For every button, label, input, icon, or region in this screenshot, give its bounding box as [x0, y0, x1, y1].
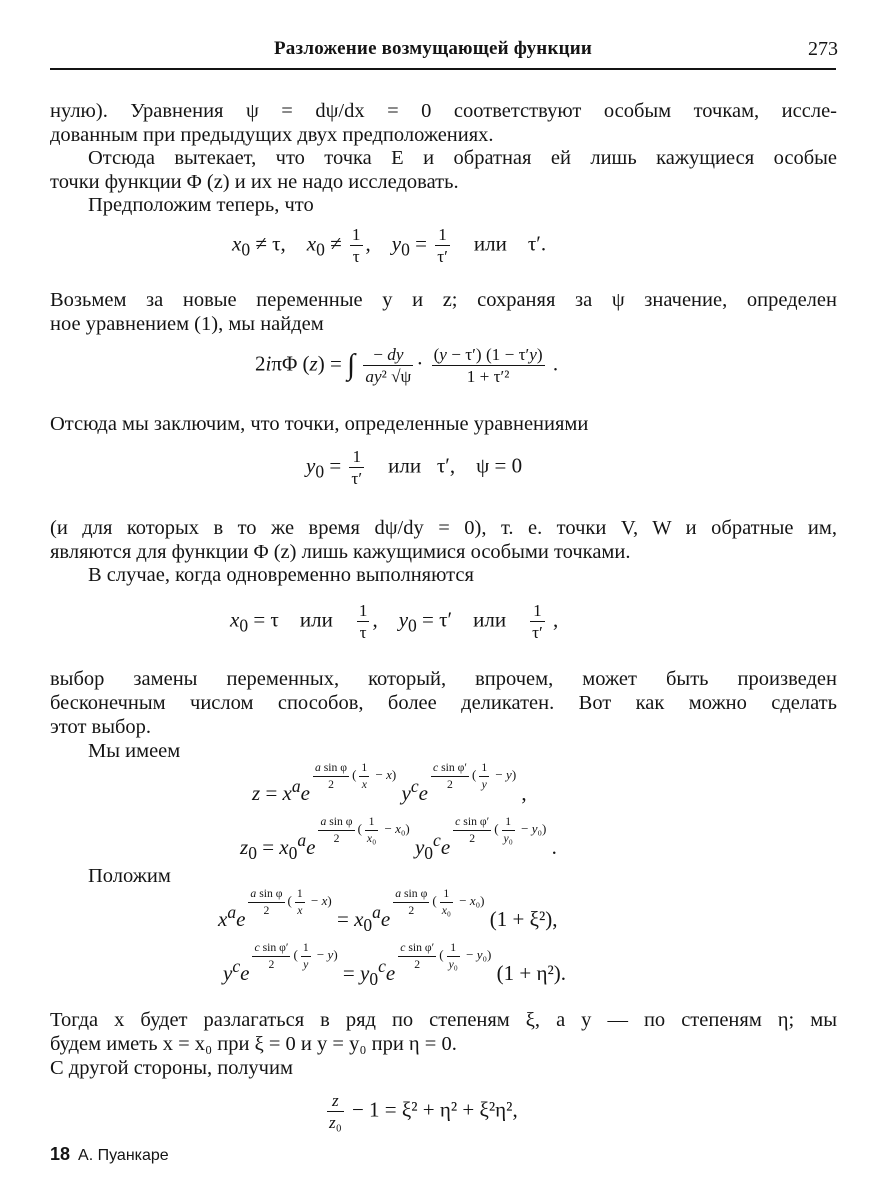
equation-1: $x_0 \ne \tau$, $x_0$ ≠ $\frac{1}{\tau}$ , $y_0$ = $\frac{1}{\tau'}$ или τ′.: [232, 225, 547, 267]
text-line: Предположим теперь, что: [88, 194, 314, 216]
text-line: Положим: [88, 865, 171, 887]
text-line: точки функции Φ (z) и их не надо исследовать.: [50, 171, 459, 193]
text-line: бесконечным числом способов, более деликатен. Вот как можно сделать: [50, 692, 837, 714]
text-line: Отсюда вытекает, что точка E и обратная ей лишь кажущиеся особые: [88, 147, 837, 169]
printer-signature: [50, 1144, 169, 1165]
equation-7: $x^ae$ $\frac{\text{a sin φ}}{2}$ ( $\frac{1}{x}$ − $x) = x_0^ae$ $\frac{\text{a sin φ}}{2}$ ( $\frac{1}{\text{x₀}}$ − x₀) (1 + ξ²),: [218, 887, 558, 936]
text-line: дованным при предыдущих двух предположениях.: [50, 124, 494, 146]
running-title: Разложение возмущающей функции: [274, 38, 593, 59]
text-line: Возьмем за новые переменные y и z; сохраняя за ψ значение, определен: [50, 289, 837, 311]
text-line: Отсюда мы заключим, что точки, определенные уравнениями: [50, 413, 589, 435]
equation-5: $z = x^ae$ $\frac{\text{a sin φ}}{2}$ ( $\frac{1}{x}$ − x) $y^ce$ $\frac{\text{c sin φ′}}{2}$ ( $\frac{1}{y}$ − y) ,: [252, 761, 527, 805]
page-number: 273: [808, 38, 838, 60]
equation-8: $y^ce$ $\frac{\text{c sin φ′}}{2}$ ( $\frac{1}{y}$ − $y) = y_0^ce$ $\frac{\text{c sin φ′}}{2}$ ( $\frac{1}{\text{y₀}}$ − y₀) (1 + η²).: [223, 941, 566, 990]
text-line: выбор замены переменных, который, впрочем, может быть произведен: [50, 668, 837, 690]
text-line: Тогда x будет разлагаться в ряд по степеням ξ, а y — по степеням η; мы: [50, 1009, 837, 1031]
equation-6: $z_0 = x_0^ae$ $\frac{\text{a sin φ}}{2}$ ( $\frac{1}{\text{x₀}}$ − x₀) $y_0^ce$ $\frac{\text{c sin φ′}}{2}$ ( $\frac{1}{\text{y₀}}$ − y₀) .: [240, 815, 557, 864]
text-line: нулю). Уравнения ψ = dψ/dx = 0 соответствуют особым точкам, иссле-: [50, 100, 837, 122]
signature-number: 18: [50, 1144, 71, 1164]
text-line: В случае, когда одновременно выполняются: [88, 564, 474, 586]
text-line: являются для функции Φ (z) лишь кажущимися особыми точками.: [50, 541, 631, 563]
text-line: С другой стороны, получим: [50, 1057, 293, 1079]
equation-2: 2iπΦ (z) = ∫ $\frac{- dy}{\text{ay² √ψ}}$ · $\frac{(y - \tau') (1 - \tau'y)}{\text{1 + τ′²}}$ .: [255, 345, 559, 387]
equation-3: $y_0$ = $\frac{1}{\tau'}$ или τ′, ψ = 0: [306, 447, 523, 489]
text-line: ное уравнением (1), мы найдем: [50, 313, 324, 335]
text-line: Мы имеем: [88, 740, 181, 762]
text-line: (и для которых в то же время dψ/dy = 0), т. е. точки V, W и обратные им,: [50, 517, 837, 539]
header-rule: [50, 68, 836, 70]
equation-9: $\frac{z}{\text{z₀}}$ − 1 = ξ² + η² + ξ²η²,: [329, 1091, 518, 1133]
equation-4: $x_0 = \tau$ или $\frac{1}{\tau}$ , $y_0 = \tau'$ или $\frac{1}{\tau'}$ ,: [230, 601, 559, 643]
text-line: будем иметь x = x₀ при ξ = 0 и y = y₀ при η = 0.: [50, 1033, 457, 1055]
text-line: этот выбор.: [50, 716, 152, 738]
signature-author: А. Пуанкаре: [78, 1147, 169, 1164]
